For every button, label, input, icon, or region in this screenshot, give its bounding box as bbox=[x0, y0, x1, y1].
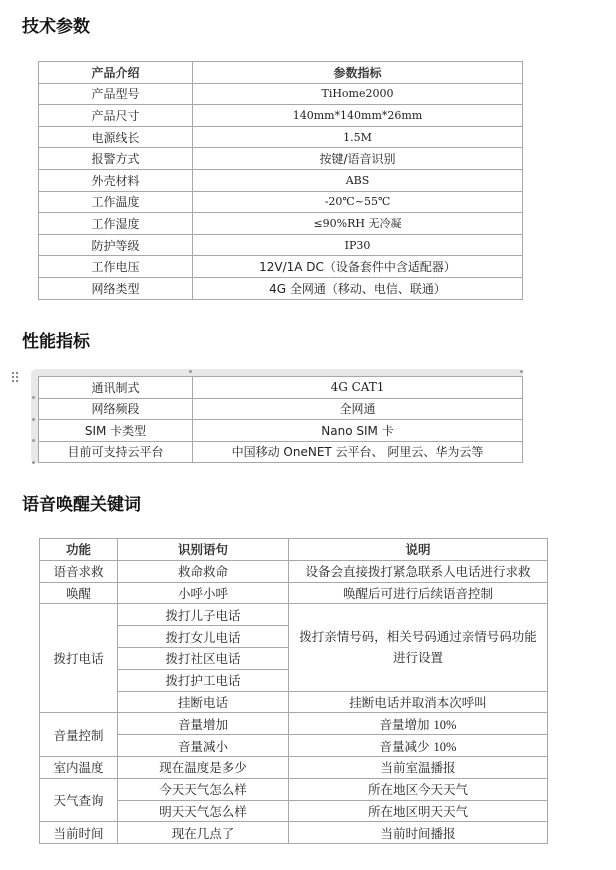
description-cell: 所在地区明天天气 bbox=[289, 800, 548, 822]
perf-label: 目前可支持云平台 bbox=[39, 441, 193, 463]
table-row bbox=[40, 582, 548, 604]
header-cell: 参数指标 bbox=[193, 62, 523, 84]
perf-label: SIM 卡类型 bbox=[39, 420, 193, 442]
phrase-cell: 音量减小 bbox=[118, 735, 289, 757]
column-resize-handle[interactable] bbox=[520, 370, 523, 373]
table-row bbox=[40, 560, 548, 582]
table-row bbox=[39, 377, 523, 399]
spec-value: 4G 全网通（移动、电信、联通） bbox=[193, 277, 523, 299]
table-row bbox=[40, 756, 548, 778]
function-cell: 唤醒 bbox=[40, 582, 118, 604]
description-cell: 设备会直接拨打紧急联系人电话进行求救 bbox=[289, 560, 548, 582]
spec-label: 工作湿度 bbox=[39, 213, 193, 235]
spec-value: 140mm*140mm*26mm bbox=[193, 105, 523, 127]
column-resize-handle[interactable] bbox=[189, 370, 192, 373]
percent-value: 10% bbox=[433, 739, 457, 754]
phrase-cell: 拨打女儿电话 bbox=[118, 626, 289, 648]
tech-specs-table bbox=[38, 61, 523, 300]
row-resize-handle[interactable] bbox=[32, 396, 35, 399]
spec-label: 工作电压 bbox=[39, 256, 193, 278]
phrase-cell: 小呼小呼 bbox=[118, 582, 289, 604]
header-cell: 说明 bbox=[289, 539, 548, 561]
phrase-cell: 拨打护工电话 bbox=[118, 669, 289, 691]
table-row bbox=[40, 822, 548, 844]
function-cell: 语音求救 bbox=[40, 560, 118, 582]
function-cell: 天气查询 bbox=[40, 778, 118, 822]
description-cell: 唤醒后可进行后续语音控制 bbox=[289, 582, 548, 604]
spec-value: 12V/1A DC（设备套件中含适配器） bbox=[193, 256, 523, 278]
function-cell: 当前时间 bbox=[40, 822, 118, 844]
voice-keywords-table bbox=[39, 538, 548, 844]
function-cell: 室内温度 bbox=[40, 756, 118, 778]
table-row bbox=[39, 169, 523, 191]
description-text: 音量减少 bbox=[379, 738, 434, 754]
spec-label: 网络类型 bbox=[39, 277, 193, 299]
percent-value: 10% bbox=[433, 717, 457, 732]
function-cell: 拨打电话 bbox=[40, 604, 118, 713]
section-title-performance: 性能指标 bbox=[22, 332, 90, 352]
description-cell bbox=[289, 713, 548, 735]
header-cell: 功能 bbox=[40, 539, 118, 561]
description-cell: 拨打亲情号码，相关号码通过亲情号码功能进行设置 bbox=[289, 604, 548, 691]
table-row bbox=[39, 398, 523, 420]
phrase-cell: 拨打儿子电话 bbox=[118, 604, 289, 626]
spec-label: 电源线长 bbox=[39, 126, 193, 148]
spec-value: 按键/语音识别 bbox=[193, 148, 523, 170]
phrase-cell: 今天天气怎么样 bbox=[118, 778, 289, 800]
description-text: 音量增加 bbox=[379, 716, 434, 732]
table-row bbox=[40, 713, 548, 735]
table-row bbox=[39, 277, 523, 299]
perf-value: 4G CAT1 bbox=[193, 377, 523, 399]
phrase-cell: 挂断电话 bbox=[118, 691, 289, 713]
table-row bbox=[40, 604, 548, 626]
header-cell: 识别语句 bbox=[118, 539, 289, 561]
table-header-row bbox=[39, 62, 523, 84]
table-row bbox=[39, 191, 523, 213]
phrase-cell: 现在几点了 bbox=[118, 822, 289, 844]
phrase-cell: 明天天气怎么样 bbox=[118, 800, 289, 822]
spec-label: 报警方式 bbox=[39, 148, 193, 170]
spec-label: 工作温度 bbox=[39, 191, 193, 213]
perf-value: 中国移动 OneNET 云平台、 阿里云、华为云等 bbox=[193, 441, 523, 463]
perf-label: 通讯制式 bbox=[39, 377, 193, 399]
header-cell: 产品介绍 bbox=[39, 62, 193, 84]
spec-value: TiHome2000 bbox=[193, 83, 523, 105]
perf-value: Nano SIM 卡 bbox=[193, 420, 523, 442]
description-cell bbox=[289, 735, 548, 757]
function-cell: 音量控制 bbox=[40, 713, 118, 757]
table-row bbox=[39, 234, 523, 256]
table-row bbox=[39, 420, 523, 442]
row-resize-handle[interactable] bbox=[32, 439, 35, 442]
description-cell: 所在地区今天天气 bbox=[289, 778, 548, 800]
row-resize-handle[interactable] bbox=[32, 418, 35, 421]
phrase-cell: 现在温度是多少 bbox=[118, 756, 289, 778]
spec-value: IP30 bbox=[193, 234, 523, 256]
table-row bbox=[39, 148, 523, 170]
table-row bbox=[39, 213, 523, 235]
spec-label: 外壳材料 bbox=[39, 169, 193, 191]
phrase-cell: 拨打社区电话 bbox=[118, 647, 289, 669]
spec-label: 防护等级 bbox=[39, 234, 193, 256]
perf-value: 全网通 bbox=[193, 398, 523, 420]
description-cell: 当前时间播报 bbox=[289, 822, 548, 844]
phrase-cell: 救命救命 bbox=[118, 560, 289, 582]
table-row bbox=[39, 256, 523, 278]
table-row bbox=[39, 105, 523, 127]
spec-label: 产品型号 bbox=[39, 83, 193, 105]
section-title-voice-keywords: 语音唤醒关键词 bbox=[22, 495, 141, 515]
table-row bbox=[39, 126, 523, 148]
table-row bbox=[40, 778, 548, 800]
performance-table bbox=[38, 376, 523, 463]
table-row bbox=[39, 83, 523, 105]
spec-value: ABS bbox=[193, 169, 523, 191]
spec-value: ≤90%RH 无冷凝 bbox=[193, 213, 523, 235]
section-title-tech-specs: 技术参数 bbox=[22, 17, 90, 37]
drag-handle-icon[interactable] bbox=[12, 372, 20, 384]
spec-value: -20℃~55℃ bbox=[193, 191, 523, 213]
description-cell: 挂断电话并取消本次呼叫 bbox=[289, 691, 548, 713]
phrase-cell: 音量增加 bbox=[118, 713, 289, 735]
row-resize-handle[interactable] bbox=[32, 461, 35, 464]
perf-label: 网络频段 bbox=[39, 398, 193, 420]
spec-label: 产品尺寸 bbox=[39, 105, 193, 127]
description-cell: 当前室温播报 bbox=[289, 756, 548, 778]
table-row bbox=[39, 441, 523, 463]
spec-value: 1.5M bbox=[193, 126, 523, 148]
table-header-row bbox=[40, 539, 548, 561]
